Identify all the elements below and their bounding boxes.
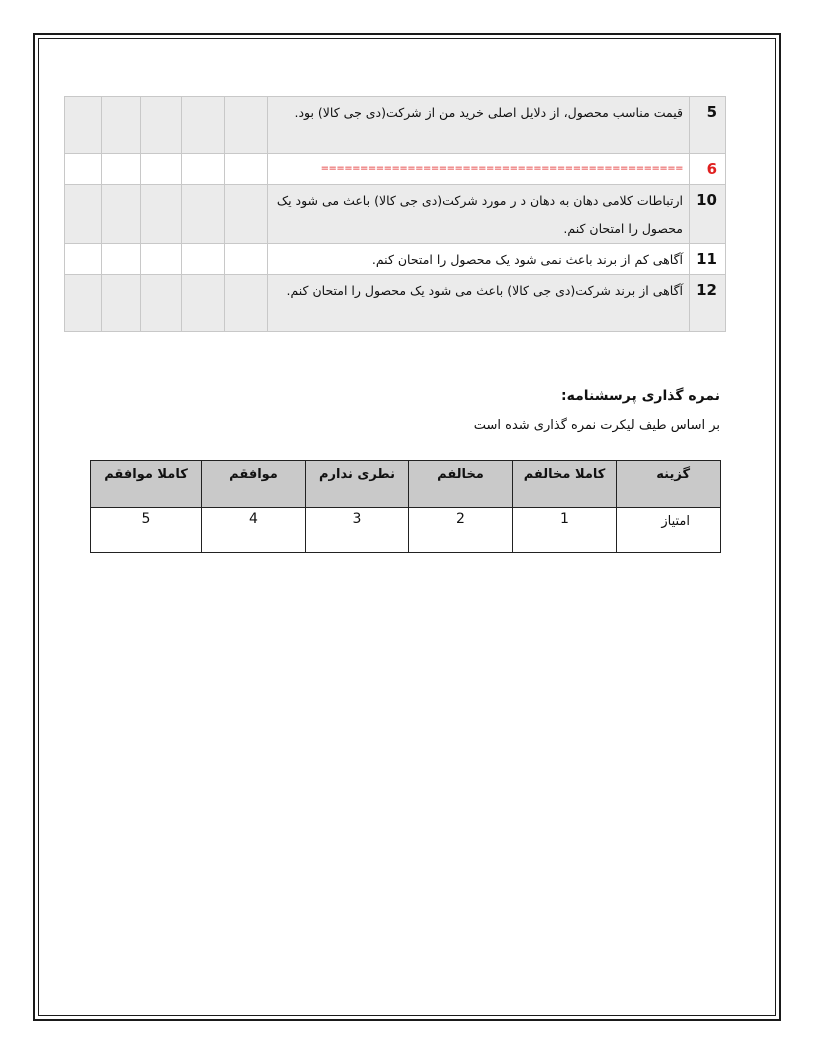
answer-cell [102, 97, 141, 154]
question-text: آگاهی کم از برند باعث نمی شود یک محصول را امتحان کنم. [268, 244, 690, 275]
score-value: 1 [513, 508, 617, 553]
answer-cell [65, 154, 102, 185]
scoring-title: نمره گذاری پرسشنامه: [561, 388, 720, 404]
answer-cell [65, 244, 102, 275]
header-cell-strongly-agree: کاملا موافقم [91, 461, 202, 508]
answer-cell [102, 154, 141, 185]
table-row [65, 154, 726, 185]
answer-cell [182, 154, 225, 185]
answer-cell [182, 185, 225, 244]
score-value: 2 [409, 508, 513, 553]
answer-cell [141, 275, 182, 332]
answer-cell [141, 154, 182, 185]
table-row [65, 275, 726, 332]
question-text: ارتباطات کلامی دهان به دهان د ر مورد شرکت(دی جی کالا) باعث می شود یک محصول را امتحان کنم. [268, 185, 690, 244]
header-cell-strongly-disagree: کاملا مخالفم [513, 461, 617, 508]
answer-cell [102, 275, 141, 332]
table-row [65, 97, 726, 154]
answer-cell [65, 97, 102, 154]
answer-cell [182, 244, 225, 275]
score-value: 3 [306, 508, 409, 553]
answer-cell [182, 97, 225, 154]
question-text: قیمت مناسب محصول، از دلایل اصلی خرید من از شرکت(دی جی کالا) بود. [268, 97, 690, 154]
answer-cell [102, 244, 141, 275]
answer-cell [182, 275, 225, 332]
question-number: 6 [690, 154, 726, 185]
scoring-header-row [91, 461, 721, 508]
answer-cell [225, 185, 268, 244]
answer-cell [225, 97, 268, 154]
answer-cell [65, 275, 102, 332]
scoring-subtitle: بر اساس طیف لیکرت نمره گذاری شده است [473, 418, 720, 433]
header-cell-disagree: مخالفم [409, 461, 513, 508]
score-value: 4 [202, 508, 306, 553]
answer-cell [225, 244, 268, 275]
question-number: 10 [690, 185, 726, 244]
answer-cell [141, 97, 182, 154]
score-label: امتیاز [617, 508, 721, 553]
header-cell-option: گزینه [617, 461, 721, 508]
scoring-value-row [91, 508, 721, 553]
scoring-table [90, 460, 721, 553]
header-cell-agree: موافقم [202, 461, 306, 508]
question-number: 12 [690, 275, 726, 332]
answer-cell [225, 275, 268, 332]
header-cell-neutral: نطری ندارم [306, 461, 409, 508]
answer-cell [141, 185, 182, 244]
answer-cell [225, 154, 268, 185]
answer-cell [141, 244, 182, 275]
question-text: ============================================== [268, 154, 690, 185]
questionnaire-table [64, 96, 726, 332]
question-number: 5 [690, 97, 726, 154]
answer-cell [102, 185, 141, 244]
question-number: 11 [690, 244, 726, 275]
score-value: 5 [91, 508, 202, 553]
table-row [65, 244, 726, 275]
question-text: آگاهی از برند شرکت(دی جی کالا) باعث می شود یک محصول را امتحان کنم. [268, 275, 690, 332]
table-row [65, 185, 726, 244]
answer-cell [65, 185, 102, 244]
